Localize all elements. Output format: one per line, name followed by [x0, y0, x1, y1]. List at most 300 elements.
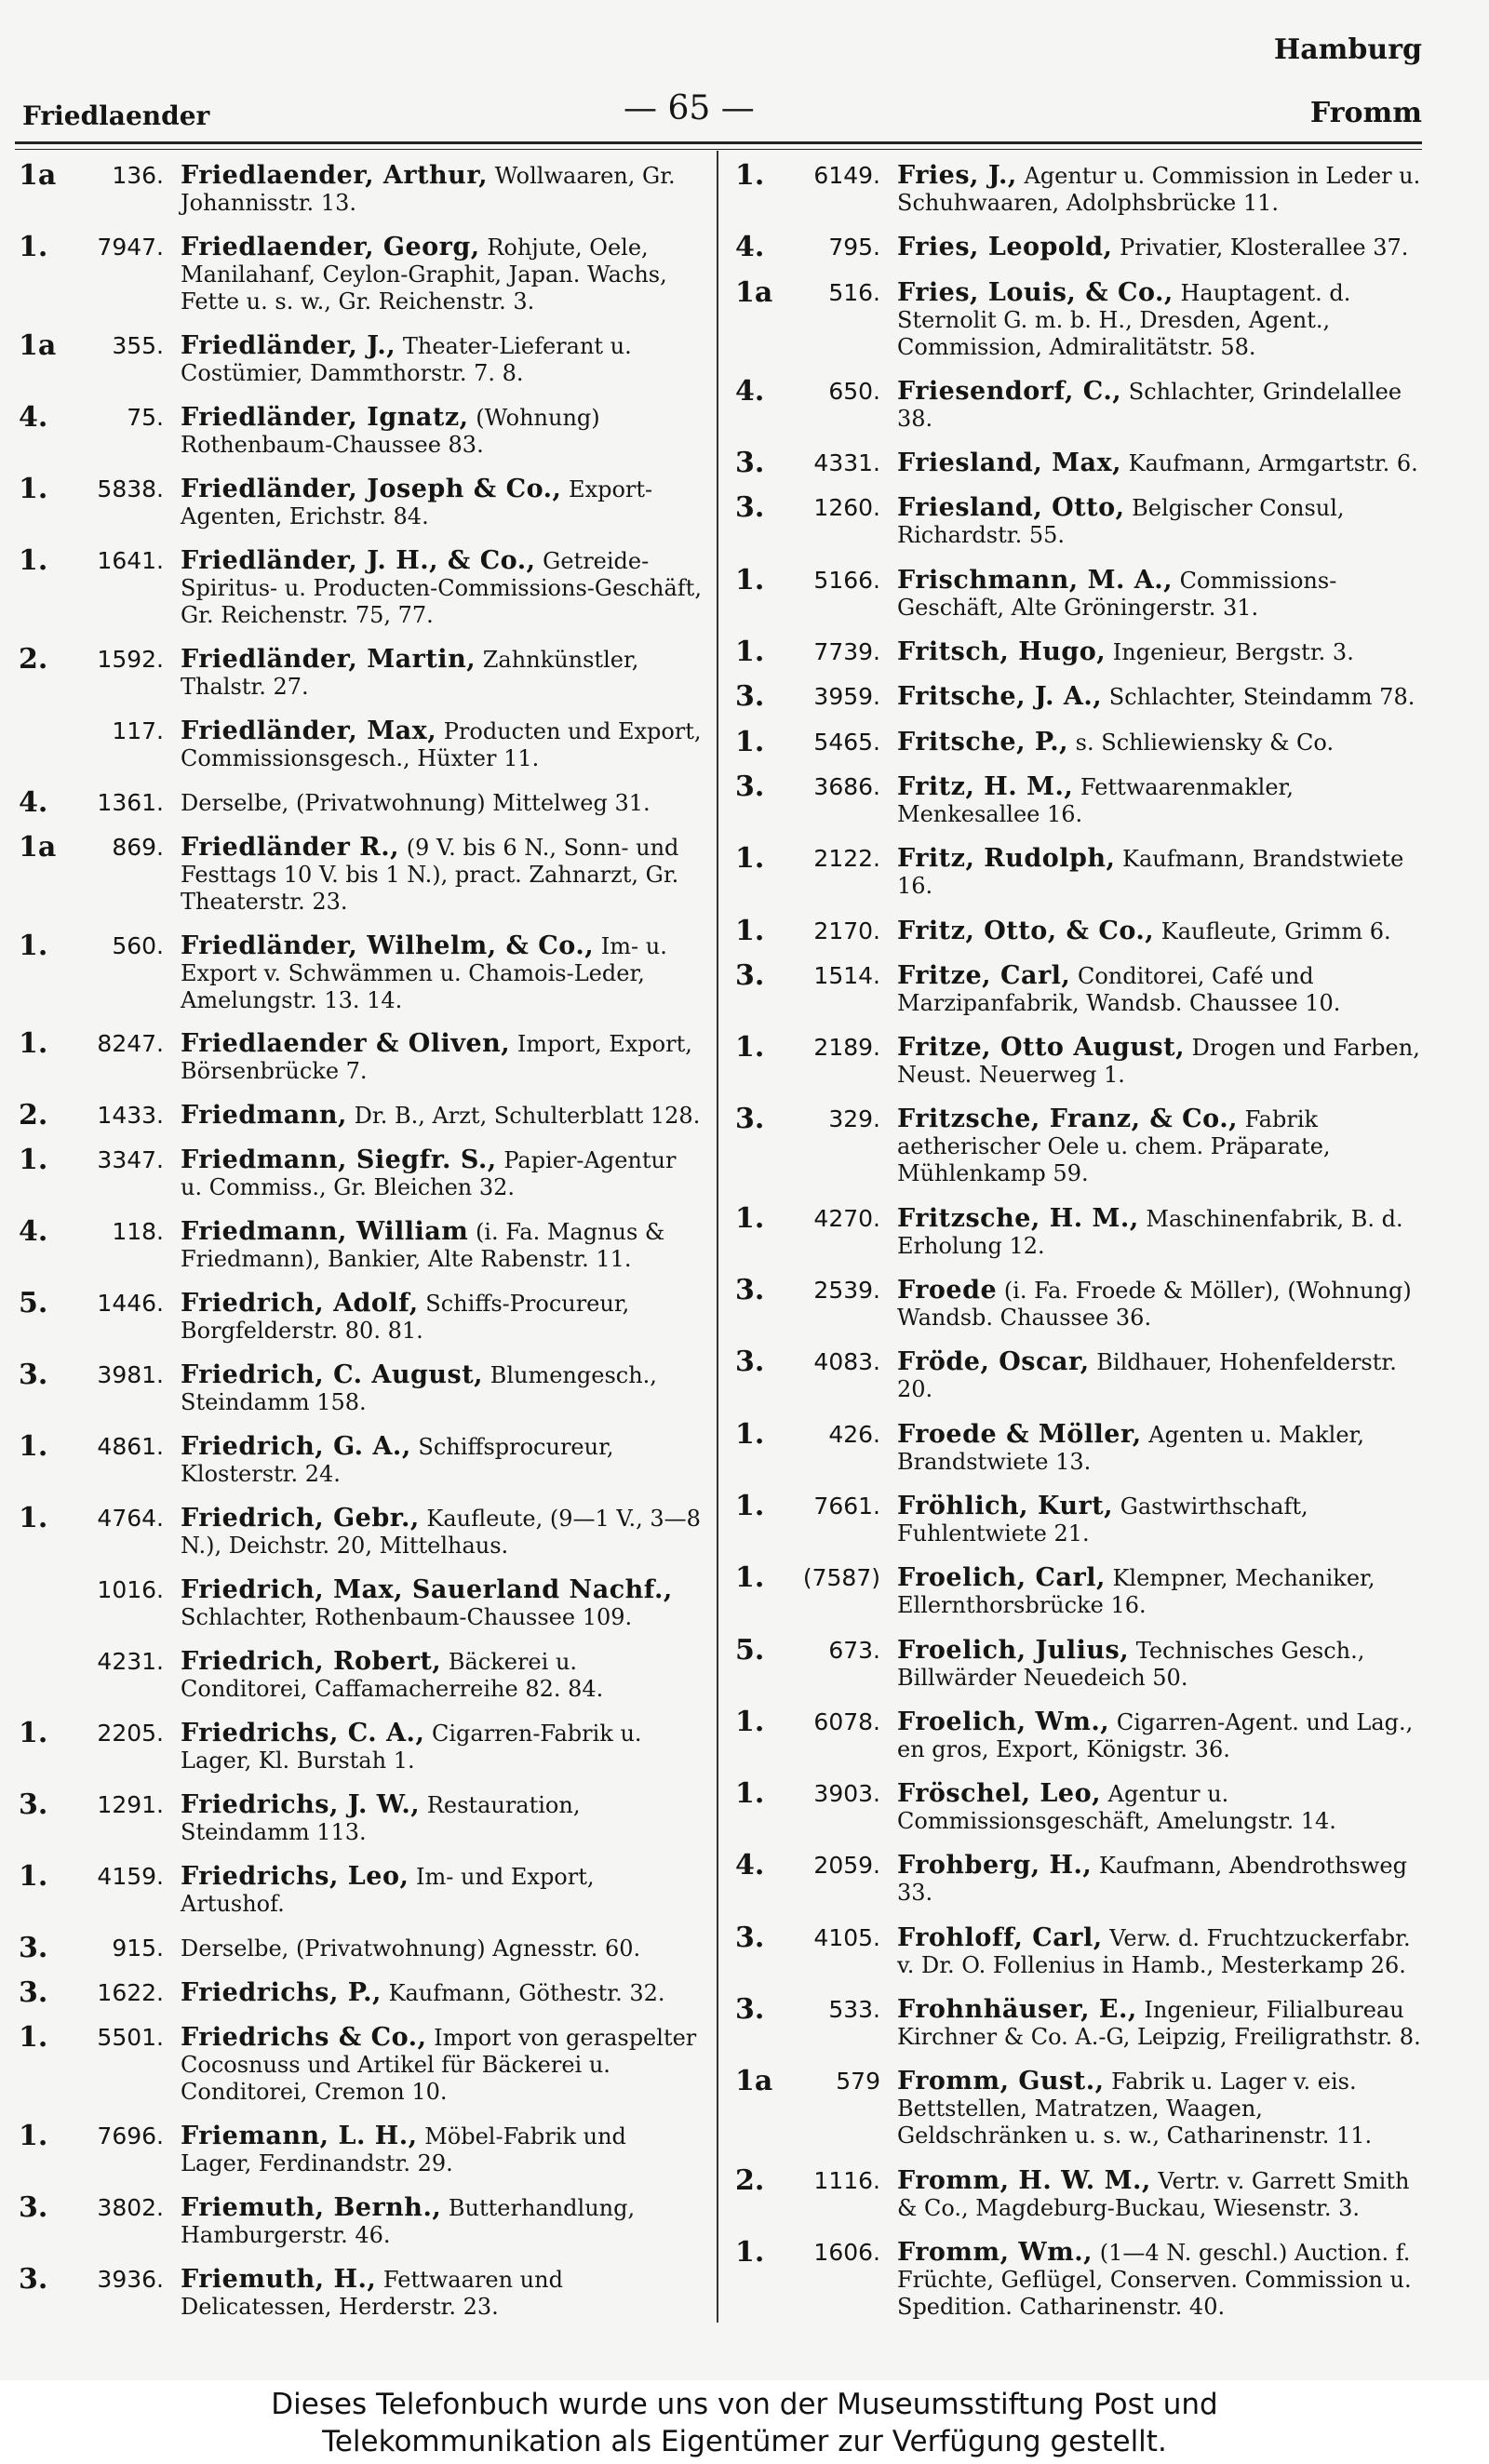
- footer-line-1: Dieses Telefonbuch wurde uns von der Museumsstiftung Post und: [271, 2388, 1218, 2421]
- entry-body: [181, 1935, 703, 1962]
- entry-class: 1.: [735, 1777, 765, 1811]
- entry-body: [897, 845, 1424, 900]
- entry-class: 3.: [19, 1359, 48, 1392]
- entry-class: 5.: [19, 1287, 48, 1320]
- directory-entry: [19, 642, 703, 701]
- entry-phone-number: 4861.: [97, 1433, 164, 1461]
- directory-entry: [735, 447, 1424, 480]
- entry-name: Friedrich, C. August,: [181, 1360, 484, 1390]
- entry-name: Froede: [897, 1276, 998, 1306]
- entry-name: Friedrich, Adolf,: [181, 1289, 419, 1319]
- entry-details: Schlachter, Rothenbaum-Chaussee 109.: [181, 1604, 633, 1631]
- entry-phone-number: 7661.: [813, 1492, 880, 1520]
- entry-name: Friedrichs, P.,: [181, 1977, 382, 2007]
- entry-phone-number: 795.: [828, 234, 880, 261]
- entry-name: Friedländer, J.,: [181, 330, 396, 360]
- entry-details: Dr. B., Arzt, Schulterblatt 128.: [354, 1103, 701, 1130]
- entry-details: Kaufmann, Göthestr. 32.: [388, 1979, 665, 2006]
- directory-entry: [735, 2065, 1424, 2149]
- entry-name: Friedrich, G. A.,: [181, 1432, 411, 1462]
- directory-entry: [735, 1201, 1424, 1260]
- entry-body: [181, 2024, 703, 2106]
- directory-entry: [735, 1705, 1424, 1763]
- entry-class: 1.: [735, 1489, 765, 1522]
- entry-phone-number: 3802.: [97, 2193, 164, 2221]
- entry-class: 3.: [19, 1931, 48, 1964]
- entry-body: [181, 1863, 703, 1918]
- directory-entry: [19, 2190, 703, 2249]
- entry-class: 1.: [735, 563, 765, 596]
- entry-class: 1.: [19, 1430, 48, 1464]
- entry-body: [897, 162, 1424, 217]
- entry-class: 3.: [735, 1346, 765, 1379]
- entry-body: [897, 1996, 1424, 2051]
- entry-class: 2.: [19, 642, 48, 676]
- directory-entry: [19, 1502, 703, 1560]
- entry-name: Froede & Möller,: [897, 1419, 1142, 1449]
- entry-phone-number: 4083.: [813, 1348, 880, 1376]
- entry-phone-number: 1514.: [813, 961, 880, 989]
- entry-details: Maschinenfabrik, B. d. Erholung 12.: [897, 1205, 1403, 1259]
- directory-entry: [735, 1105, 1424, 1187]
- entry-class: 3.: [735, 1103, 765, 1136]
- header-page-number: — 65 —: [624, 89, 755, 127]
- entry-phone-number: 1433.: [97, 1102, 164, 1130]
- entry-details: Butterhandlung, Hamburgerstr. 46.: [181, 2194, 636, 2248]
- entry-name: Friedrichs, C. A.,: [181, 1719, 425, 1748]
- entry-details: Drogen und Farben, Neust. Neuerweg 1.: [897, 1035, 1420, 1089]
- entry-phone-number: 1446.: [97, 1290, 164, 1318]
- column-divider: [717, 151, 718, 2323]
- entry-body: [897, 962, 1424, 1017]
- entry-name: Fritzsche, Franz, & Co.,: [897, 1105, 1239, 1134]
- directory-entry: [735, 159, 1424, 217]
- entry-name: Friemuth, H.,: [181, 2264, 377, 2294]
- entry-details: Privatier, Klosterallee 37.: [1120, 234, 1409, 261]
- entry-details: Kaufmann, Brandstwiete 16.: [897, 846, 1404, 900]
- entry-name: Friedrichs, Leo,: [181, 1861, 409, 1891]
- entry-class: 1.: [735, 1031, 765, 1065]
- entry-details: s. Schliewiensky & Co.: [1075, 729, 1335, 756]
- header-rule-thin: [15, 149, 1422, 150]
- directory-entry: [735, 1417, 1424, 1476]
- entry-phone-number: 118.: [112, 1218, 164, 1246]
- entry-body: [897, 1924, 1424, 1979]
- entry-class: 2.: [735, 2163, 765, 2197]
- entry-phone-number: 915.: [112, 1934, 164, 1962]
- entry-details: Theater-Lieferant u. Costümier, Dammthorstr. 7. 8.: [181, 332, 632, 386]
- entry-class: 3.: [735, 770, 765, 803]
- entry-class: 1.: [19, 1502, 48, 1535]
- entry-class: 1.: [19, 1144, 48, 1177]
- entry-phone-number: 4764.: [97, 1505, 164, 1533]
- entry-class: 1.: [19, 2020, 48, 2054]
- entry-phone-number: 4270.: [813, 1204, 880, 1232]
- entry-body: [897, 1493, 1424, 1547]
- entry-phone-number: 3903.: [813, 1780, 880, 1808]
- entry-class: 1.: [19, 543, 48, 577]
- directory-entry: [735, 231, 1424, 264]
- entry-phone-number: 560.: [112, 931, 164, 959]
- entry-body: [897, 1852, 1424, 1907]
- entry-body: [897, 1105, 1424, 1187]
- entry-name: Friedmann, William: [181, 1217, 469, 1247]
- entry-name: Fritze, Carl,: [897, 960, 1071, 990]
- entry-name: Fröhlich, Kurt,: [897, 1491, 1114, 1520]
- entry-phone-number: 516.: [828, 278, 880, 306]
- directory-entry: [19, 2020, 703, 2106]
- entry-phone-number: (7587): [802, 1564, 880, 1592]
- directory-entry: [735, 1993, 1424, 2051]
- entry-class: 1.: [19, 929, 48, 962]
- entry-class: 3.: [19, 1975, 48, 2009]
- entry-details: Fabrik u. Lager v. eis. Bettstellen, Matratzen, Waagen, Geldschränken u. s. w., Catharinenstr. 11.: [897, 2069, 1373, 2149]
- entry-class: 1.: [735, 725, 765, 758]
- directory-entry: [735, 1561, 1424, 1619]
- entry-details: (Wohnung) Rothenbaum-Chaussee 83.: [181, 404, 600, 458]
- directory-entry: [19, 1717, 703, 1774]
- entry-class: 3.: [735, 1274, 765, 1307]
- entry-name: Fritsch, Hugo,: [897, 637, 1107, 667]
- entry-body: [897, 1421, 1424, 1476]
- entry-details: Kaufleute, (9—1 V., 3—8 N.), Deichstr. 20, Mittelhaus.: [181, 1506, 701, 1560]
- directory-entry: [735, 1274, 1424, 1332]
- entry-phone-number: 4159.: [97, 1862, 164, 1890]
- entry-phone-number: 2059.: [813, 1852, 880, 1880]
- entry-details: (i. Fa. Magnus & Friedmann), Bankier, Alte Rabenstr. 11.: [181, 1219, 665, 1273]
- entry-details: (1—4 N. geschl.) Auction. f. Früchte, Geflügel, Conserven. Commission u. Spedition. Catharinenstr. 40.: [897, 2239, 1412, 2320]
- entry-phone-number: 1016.: [97, 1576, 164, 1604]
- directory-entry: [735, 725, 1424, 758]
- entry-body: [181, 332, 703, 387]
- entry-name: Fries, Louis, & Co.,: [897, 277, 1174, 307]
- directory-entry: [19, 1576, 703, 1631]
- entry-phone-number: 7947.: [97, 233, 164, 261]
- directory-entry: [735, 636, 1424, 669]
- entry-phone-number: 5838.: [97, 475, 164, 502]
- entry-phone-number: 3936.: [97, 2265, 164, 2293]
- entry-phone-number: 3959.: [813, 683, 880, 711]
- entry-body: [181, 1102, 703, 1130]
- entry-body: [181, 475, 703, 530]
- entry-details: Verw. d. Fruchtzuckerfabr. v. Dr. O. Follenius in Hamb., Mesterkamp 26.: [897, 1924, 1411, 1978]
- entry-class: 1.: [19, 230, 48, 263]
- entry-class: 4.: [735, 231, 765, 264]
- entry-phone-number: 1592.: [97, 645, 164, 673]
- entry-class: 1.: [19, 1717, 48, 1750]
- entry-body: [897, 683, 1424, 711]
- entry-details: Kaufmann, Abendrothsweg 33.: [897, 1853, 1407, 1907]
- entry-name: Friedrichs, J. W.,: [181, 1789, 421, 1819]
- entry-details: Agenten u. Makler, Brandstwiete 13.: [897, 1421, 1365, 1475]
- entry-class: 3.: [735, 680, 765, 714]
- entry-details: Import von geraspelter Cocosnuss und Artikel für Bäckerei u. Conditorei, Cremon 10.: [181, 2024, 697, 2105]
- entry-body: [897, 1637, 1424, 1692]
- entry-name: Fritsche, P.,: [897, 727, 1069, 757]
- entry-phone-number: 355.: [112, 331, 164, 359]
- entry-details: Kaufmann, Armgartstr. 6.: [1128, 450, 1418, 477]
- header-last-name: Fromm: [1309, 97, 1422, 129]
- entry-details: Restauration, Steindamm 113.: [181, 1791, 581, 1845]
- entry-name: Frohnhäuser, E.,: [897, 1995, 1137, 2025]
- directory-entry: [19, 1215, 703, 1273]
- entry-class: 4.: [735, 1849, 765, 1882]
- entry-class: 3.: [735, 1921, 765, 1954]
- entry-body: [897, 1348, 1424, 1403]
- entry-class: 1a: [19, 830, 57, 864]
- entry-body: [897, 1205, 1424, 1260]
- directory-entry: [735, 1348, 1424, 1403]
- directory-entry: [19, 159, 703, 217]
- entry-phone-number: 2170.: [813, 917, 880, 944]
- directory-entry: [735, 1031, 1424, 1089]
- entry-details: Fettwaaren und Delicatessen, Herderstr. 23.: [181, 2266, 563, 2320]
- entry-details: Im- u. Export v. Schwämmen u. Chamois-Leder, Amelungstr. 13. 14.: [181, 932, 667, 1013]
- entry-phone-number: 8247.: [97, 1030, 164, 1058]
- entry-phone-number: 4331.: [813, 449, 880, 477]
- entry-body: [181, 404, 703, 459]
- entry-body: [897, 729, 1424, 757]
- entry-phone-number: 7739.: [813, 638, 880, 666]
- entry-details: Im- und Export, Artushof.: [181, 1863, 595, 1917]
- entry-name: Fromm, H. W. M.,: [897, 2165, 1151, 2195]
- entry-name: Friedmann, Siegfr. S.,: [181, 1145, 497, 1175]
- entry-class: 3.: [19, 1788, 48, 1821]
- entry-phone-number: 3686.: [813, 772, 880, 800]
- entry-details: Bildhauer, Hohenfelderstr. 20.: [897, 1349, 1397, 1403]
- footer-line-2: Telekommunikation als Eigentümer zur Verfügung gestellt.: [322, 2425, 1167, 2458]
- entry-details: Belgischer Consul, Richardstr. 55.: [897, 495, 1345, 549]
- entry-name: Friesland, Otto,: [897, 493, 1125, 523]
- directory-entry: [19, 2262, 703, 2321]
- entry-phone-number: 4105.: [813, 1923, 880, 1951]
- entry-name: Frischmann, M. A.,: [897, 565, 1174, 595]
- directory-entry: [735, 1489, 1424, 1547]
- entry-phone-number: 1116.: [813, 2166, 880, 2194]
- entry-class: 1a: [735, 2065, 773, 2098]
- entry-name: Friesland, Max,: [897, 449, 1121, 478]
- entry-details: Getreide-Spiritus- u. Producten-Commissions-Geschäft, Gr. Reichenstr. 75, 77.: [181, 547, 702, 628]
- entry-phone-number: 673.: [828, 1636, 880, 1664]
- entry-class: 1.: [735, 1201, 765, 1235]
- entry-phone-number: 2539.: [813, 1277, 880, 1305]
- entry-phone-number: 650.: [828, 377, 880, 405]
- entry-class: 1.: [19, 1027, 48, 1061]
- entry-details: Producten und Export, Commissionsgesch., Hüxter 11.: [181, 717, 702, 771]
- entry-name: Friedrich, Gebr.,: [181, 1504, 420, 1533]
- entry-body: [897, 567, 1424, 622]
- entry-class: [19, 717, 50, 772]
- entry-body: [897, 449, 1424, 477]
- directory-entry: [735, 914, 1424, 947]
- entry-name: Frohberg, H.,: [897, 1851, 1093, 1881]
- entry-details: (9 V. bis 6 N., Sonn- und Festtags 10 V. bis 1 N.), pract. Zahnarzt, Gr. Theaterstr. 23.: [181, 834, 679, 915]
- entry-details: Technisches Gesch., Billwärder Neuedeich 50.: [897, 1637, 1365, 1691]
- directory-entry: [19, 230, 703, 315]
- directory-entry: [735, 2163, 1424, 2222]
- entry-body: [181, 717, 703, 772]
- entry-class: 3.: [19, 2262, 48, 2296]
- entry-details: Wollwaaren, Gr. Johannisstr. 13.: [181, 163, 676, 216]
- directory-entry: [735, 1633, 1424, 1692]
- entry-phone-number: 533.: [828, 1996, 880, 2024]
- entry-name: Friedländer, Ignatz,: [181, 402, 469, 432]
- entry-body: [897, 2239, 1424, 2321]
- directory-entry: [19, 1975, 703, 2009]
- entry-body: [181, 1576, 703, 1631]
- directory-entry: [19, 1146, 703, 1201]
- directory-entry: [735, 958, 1424, 1017]
- entry-name: Fritze, Otto August,: [897, 1033, 1185, 1063]
- directory-entry: [19, 717, 703, 772]
- entry-body: [897, 638, 1424, 666]
- entry-details: Fettwaarenmakler, Menkesallee 16.: [897, 773, 1294, 827]
- entry-phone-number: 3347.: [97, 1146, 164, 1174]
- entry-details: Cigarren-Agent. und Lag., en gros, Export, Königstr. 36.: [897, 1708, 1414, 1762]
- entry-body: [181, 1433, 703, 1488]
- directory-entry: [735, 374, 1424, 433]
- entry-details: Fabrik aetherischer Oele u. chem. Präparate, Mühlenkamp 59.: [897, 1106, 1331, 1187]
- entry-name: Fröde, Oscar,: [897, 1347, 1090, 1377]
- entry-details: Gastwirthschaft, Fuhlentwiete 21.: [897, 1493, 1308, 1547]
- entry-body: [181, 1648, 703, 1703]
- entry-body: [181, 1030, 703, 1085]
- entry-body: [181, 1505, 703, 1560]
- entry-body: [181, 234, 703, 315]
- entry-phone-number: 329.: [828, 1105, 880, 1133]
- entry-body: [897, 279, 1424, 361]
- entry-class: 1.: [735, 1705, 765, 1738]
- entry-phone-number: 5465.: [813, 728, 880, 756]
- entry-body: [181, 1290, 703, 1345]
- entry-details: Conditorei, Café und Marzipanfabrik, Wandsb. Chaussee 10.: [897, 962, 1341, 1016]
- entry-phone-number: 579: [836, 2068, 880, 2096]
- entry-details: Schlachter, Grindelallee 38.: [897, 378, 1402, 432]
- directory-entry: [735, 1849, 1424, 1907]
- entry-class: 1.: [735, 1417, 765, 1451]
- entry-details: Vertr. v. Garrett Smith & Co., Magdeburg-Buckau, Wiesenstr. 3.: [897, 2167, 1410, 2221]
- entry-details: Derselbe, (Privatwohnung) Agnesstr. 60.: [181, 1935, 641, 1962]
- directory-entry: [735, 1777, 1424, 1835]
- entry-name: Friedlaender, Arthur,: [181, 161, 488, 190]
- entry-name: Friedmann,: [181, 1101, 347, 1131]
- entry-name: Friesendorf, C.,: [897, 376, 1122, 406]
- entry-class: 4.: [19, 785, 48, 819]
- entry-body: [897, 2068, 1424, 2149]
- entry-name: Fritsche, J. A.,: [897, 682, 1103, 712]
- directory-entry: [19, 1859, 703, 1918]
- entry-body: [181, 1361, 703, 1416]
- entry-phone-number: 1641.: [97, 546, 164, 574]
- entry-details: Agentur u. Commission in Leder u. Schuhwaaren, Adolphsbrücke 11.: [897, 163, 1421, 216]
- entry-details: Klempner, Mechaniker, Ellernthorsbrücke 16.: [897, 1565, 1375, 1619]
- entry-class: 4.: [19, 400, 48, 434]
- entry-body: [181, 2194, 703, 2249]
- entry-class: 3.: [19, 2190, 48, 2224]
- entry-name: Friedrich, Robert,: [181, 1647, 442, 1677]
- directory-entry: [19, 1099, 703, 1132]
- directory-entry: [19, 1361, 703, 1416]
- header-rule: [15, 141, 1422, 144]
- entry-class: 3.: [735, 958, 765, 992]
- entry-body: [897, 2167, 1424, 2222]
- entry-name: Friedländer, Max,: [181, 716, 437, 745]
- entry-name: Fritz, Otto, & Co.,: [897, 916, 1155, 945]
- header-city: Hamburg: [1273, 33, 1422, 66]
- entry-body: [181, 1218, 703, 1273]
- entry-phone-number: 75.: [127, 403, 164, 431]
- entry-phone-number: 6149.: [813, 162, 880, 189]
- entry-name: Friedländer R.,: [181, 832, 400, 862]
- entry-details: Schiffsprocureur, Klosterstr. 24.: [181, 1434, 614, 1488]
- directory-entry: [735, 842, 1424, 900]
- directory-entry: [735, 770, 1424, 828]
- entry-phone-number: 426.: [828, 1420, 880, 1448]
- entry-body: [897, 1034, 1424, 1089]
- entry-body: [181, 834, 703, 916]
- directory-entry: [735, 2235, 1424, 2321]
- entry-phone-number: 6078.: [813, 1707, 880, 1735]
- entry-phone-number: 2189.: [813, 1034, 880, 1062]
- entry-name: Fromm, Gust.,: [897, 2067, 1105, 2096]
- entry-body: [181, 1146, 703, 1201]
- directory-entry: [19, 328, 703, 387]
- entry-name: Froelich, Carl,: [897, 1563, 1106, 1593]
- entry-body: [897, 773, 1424, 828]
- directory-entry: [735, 491, 1424, 549]
- entry-name: Frohloff, Carl,: [897, 1922, 1103, 1952]
- directory-entry: [735, 1921, 1424, 1979]
- directory-entry: [19, 1287, 703, 1345]
- entry-details: Zahnkünstler, Thalstr. 27.: [181, 646, 639, 700]
- entry-class: 3.: [735, 447, 765, 480]
- entry-details: Rohjute, Oele, Manilahanf, Ceylon-Graphit, Japan. Wachs, Fette u. s. w., Gr. Reichenstr. 3.: [181, 234, 667, 315]
- entry-class: 1a: [19, 328, 57, 362]
- entry-name: Friedländer, J. H., & Co.,: [181, 545, 536, 575]
- entry-body: [181, 2266, 703, 2321]
- entry-phone-number: 1606.: [813, 2238, 880, 2266]
- entry-details: Möbel-Fabrik und Lager, Ferdinandstr. 29.: [181, 2123, 626, 2176]
- entry-phone-number: 136.: [112, 162, 164, 189]
- entry-name: Fritzsche, H. M.,: [897, 1203, 1139, 1233]
- entry-class: 1.: [19, 2119, 48, 2152]
- entry-phone-number: 117.: [112, 716, 164, 744]
- entry-phone-number: 4231.: [97, 1648, 164, 1676]
- directory-entry: [19, 543, 703, 629]
- directory-entry: [19, 1788, 703, 1846]
- entry-name: Friedlaender, Georg,: [181, 232, 480, 261]
- directory-entry: [19, 400, 703, 459]
- entry-name: Friedrichs & Co.,: [181, 2022, 427, 2052]
- entry-body: [897, 1564, 1424, 1619]
- entry-details: Papier-Agentur u. Commiss., Gr. Bleichen 32.: [181, 1147, 677, 1201]
- entry-phone-number: 1291.: [97, 1790, 164, 1818]
- entry-body: [897, 234, 1424, 261]
- entry-phone-number: 5501.: [97, 2023, 164, 2051]
- entry-body: [897, 378, 1424, 433]
- directory-entry: [19, 472, 703, 530]
- entry-name: Friemann, L. H.,: [181, 2121, 418, 2150]
- directory-entry: [19, 1931, 703, 1964]
- entry-details: (i. Fa. Froede & Möller), (Wohnung) Wandsb. Chaussee 36.: [897, 1278, 1412, 1332]
- entry-details: Kaufleute, Grimm 6.: [1160, 917, 1391, 944]
- directory-entry: [735, 275, 1424, 361]
- entry-body: [181, 1791, 703, 1846]
- directory-entry: [19, 1430, 703, 1488]
- entry-class: 1.: [19, 1859, 48, 1893]
- entry-name: Froelich, Wm.,: [897, 1707, 1110, 1736]
- entry-body: [181, 547, 703, 629]
